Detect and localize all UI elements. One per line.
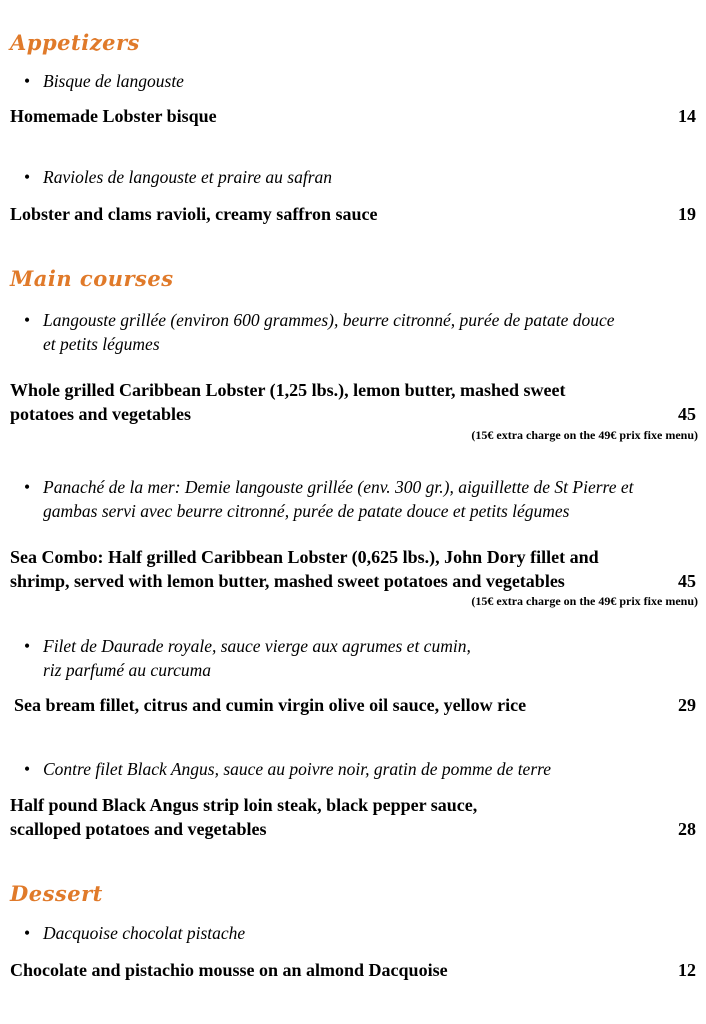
item-french-description [24,308,615,356]
english-line: scalloped potatoes and vegetables [10,819,267,839]
item-english-name: Sea bream fillet, citrus and cumin virgin olive oil sauce, yellow rice [14,695,527,715]
french-text-line2: et petits légumes [43,334,160,354]
french-text: Dacquoise chocolat pistache [43,923,246,943]
item-price: 19 [678,204,696,224]
section-title-dessert: Dessert [10,881,103,906]
item-english-name [10,378,566,426]
item-french-description [24,475,633,523]
english-line: potatoes and vegetables [10,404,191,424]
item-price: 45 [678,404,696,424]
french-text: Langouste grillée (environ 600 grammes), beurre citronné, purée de patate douce [43,310,615,330]
prix-fixe-note: (15€ extra charge on the 49€ prix fixe menu) [471,594,698,608]
item-english-name [10,793,477,841]
item-french-description [24,69,184,93]
item-french-description [24,921,245,945]
bullet-icon: • [24,71,31,91]
item-price: 28 [678,819,696,839]
item-french-description [24,634,471,682]
bullet-icon: • [24,310,31,330]
item-price: 29 [678,695,696,715]
english-line: Sea Combo: Half grilled Caribbean Lobster (0,625 lbs.), John Dory fillet and [10,547,599,567]
bullet-icon: • [24,477,31,497]
item-price: 45 [678,571,696,591]
french-text: Bisque de langouste [43,71,184,91]
french-text-line2: gambas servi avec beurre citronné, purée de patate douce et petits légumes [43,501,570,521]
bullet-icon: • [24,923,31,943]
french-text: Contre filet Black Angus, sauce au poivre noir, gratin de pomme de terre [43,759,552,779]
bullet-icon: • [24,759,31,779]
item-english-name: Lobster and clams ravioli, creamy saffron sauce [10,204,378,224]
section-title-main-courses: Main courses [10,266,174,291]
english-line: shrimp, served with lemon butter, mashed sweet potatoes and vegetables [10,571,565,591]
french-text: Panaché de la mer: Demie langouste grillée (env. 300 gr.), aiguillette de St Pierre et [43,477,634,497]
bullet-icon: • [24,636,31,656]
item-price: 14 [678,106,696,126]
french-text-line2: riz parfumé au curcuma [43,660,212,680]
bullet-icon: • [24,167,31,187]
item-english-name: Homemade Lobster bisque [10,106,217,126]
french-text: Filet de Daurade royale, sauce vierge aux agrumes et cumin, [43,636,471,656]
english-line: Half pound Black Angus strip loin steak, black pepper sauce, [10,795,478,815]
french-text: Ravioles de langouste et praire au safran [43,167,333,187]
english-line: Whole grilled Caribbean Lobster (1,25 lbs.), lemon butter, mashed sweet [10,380,566,400]
item-french-description [24,757,551,781]
section-title-appetizers: Appetizers [10,30,140,55]
prix-fixe-note: (15€ extra charge on the 49€ prix fixe menu) [471,428,698,442]
item-french-description [24,165,332,189]
item-english-name: Chocolate and pistachio mousse on an almond Dacquoise [10,960,448,980]
item-english-name [10,545,599,593]
item-price: 12 [678,960,696,980]
